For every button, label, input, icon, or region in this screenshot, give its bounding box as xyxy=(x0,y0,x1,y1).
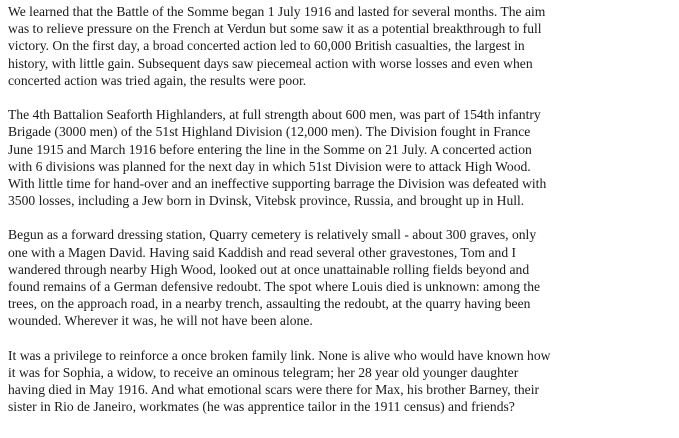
text-line: It was a privilege to reinforce a once broken family link. None is alive who would have known how xyxy=(8,347,551,363)
text-line: found remains of a German defensive redoubt. The spot where Louis died is unknown: among the xyxy=(8,279,541,294)
text-line: trees, on the approach road, in a nearby trench, assaulting the redoubt, at the quarry having been xyxy=(8,296,531,312)
text-line: sister in Rio de Janeiro, workmates (he was apprentice tailor in the 1911 census) and friends? xyxy=(8,399,515,415)
text-line: We learned that the Battle of the Somme began 1 July 1916 and lasted for several months. The aim xyxy=(8,4,546,19)
text-line: was to relieve pressure on the French at Verdun but some saw it as a potential breakthrough to full xyxy=(8,21,542,37)
paragraph-gap xyxy=(8,89,676,106)
paragraph-gap xyxy=(8,330,676,347)
text-line: it was for Sophia, a widow, to receive an ominous telegram; her 28 year old younger daughter xyxy=(8,364,519,380)
text-line: history, with little gain. Subsequent days saw piecemeal action with worse losses and even when xyxy=(8,55,533,71)
document-page xyxy=(8,3,676,416)
text-line: wounded. Wherever it was, he will not have been alone. xyxy=(8,313,313,329)
text-line: With little time for hand-over and an ineffective supporting barrage the Division was defeated with xyxy=(8,175,547,191)
paragraph-family-link xyxy=(8,347,676,416)
paragraph-battle-of-the-somme xyxy=(8,3,676,89)
text-line: one with a Magen David. Having said Kaddish and read several other gravestones, Tom and I xyxy=(8,244,517,260)
text-line: with 6 divisions was planned for the next day in which 51st Division were to attack High Wood. xyxy=(8,158,531,174)
text-line: Brigade (3000 men) of the 51st Highland Division (12,000 men). The Division fought in France xyxy=(8,124,531,140)
text-line: victory. On the first day, a broad concerted action led to 60,000 British casualties, the largest in xyxy=(8,38,525,54)
text-line: wandered through nearby High Wood, looked out at once unattainable rolling fields beyond and xyxy=(8,261,530,277)
paragraph-gap xyxy=(8,209,676,226)
text-line: 3500 losses, including a Jew born in Dvinsk, Vitebsk province, Russia, and brought up in Hull. xyxy=(8,193,525,209)
text-line: Begun as a forward dressing station, Quarry cemetery is relatively small - about 300 graves, only xyxy=(8,227,537,243)
paragraph-quarry-cemetery xyxy=(8,226,676,329)
paragraph-seaforth-highlanders xyxy=(8,106,676,209)
text-line: concerted action was tried again, the results were poor. xyxy=(8,72,307,88)
text-line: The 4th Battalion Seaforth Highlanders, at full strength about 600 men, was part of 154th infantry xyxy=(8,107,541,123)
text-line: having died in May 1916. And what emotional scars were there for Max, his brother Barney, their xyxy=(8,382,540,398)
text-line: June 1915 and March 1916 before entering the line in the Somme on 21 July. A concerted action xyxy=(8,141,532,157)
